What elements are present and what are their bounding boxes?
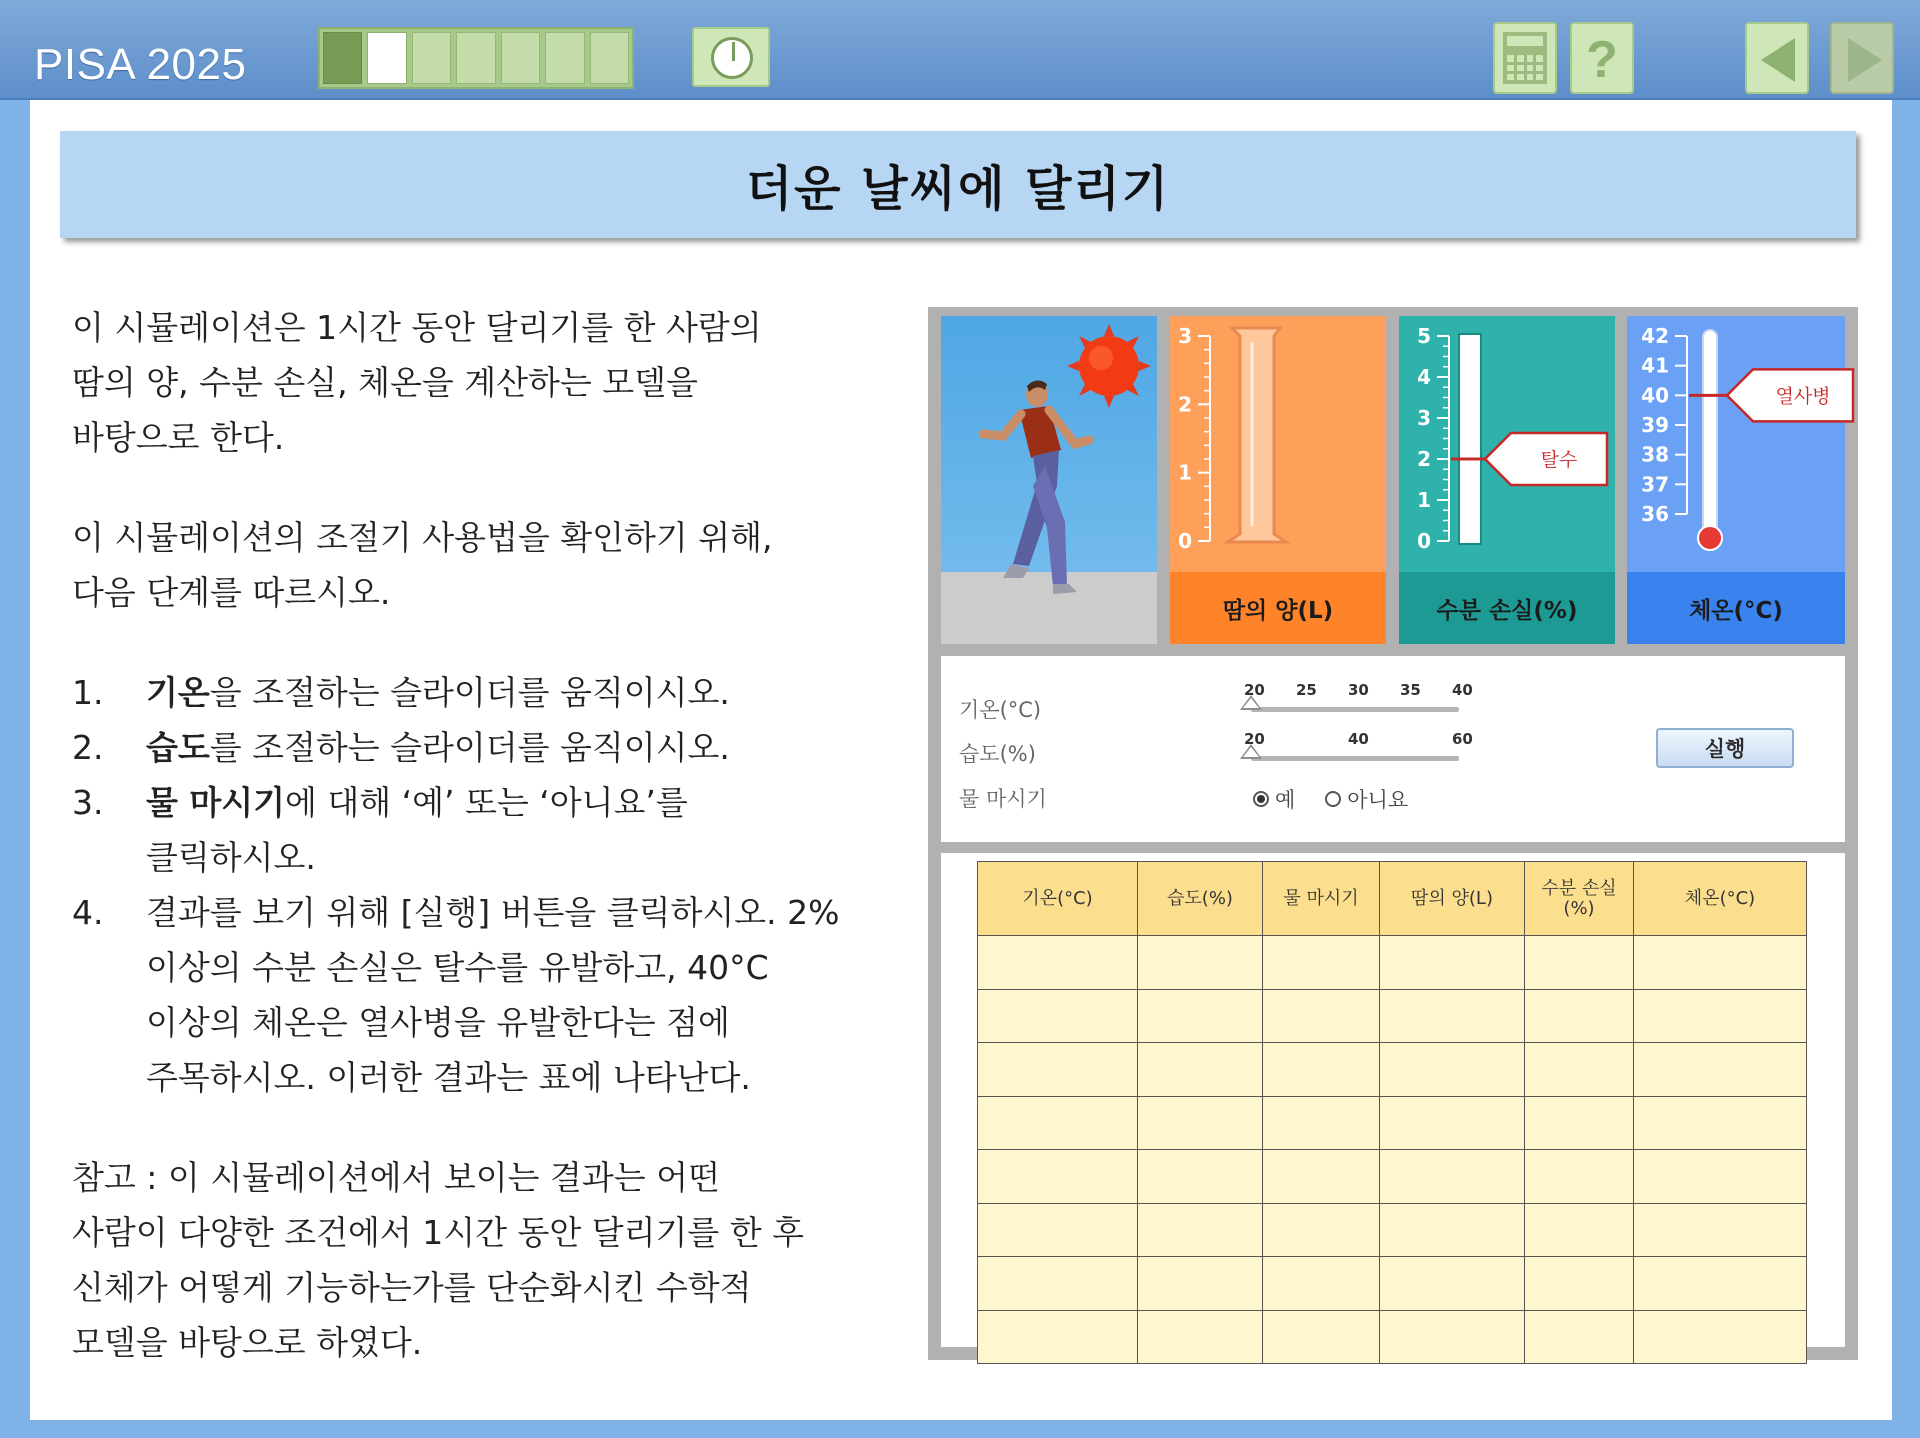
- step-text: 결과를 보기 위해 [실행] 버튼을 클릭하시오. 2%: [146, 893, 840, 932]
- temperature-slider-thumb[interactable]: [1240, 695, 1262, 710]
- sun-icon: [1067, 324, 1151, 408]
- progress-box: [590, 32, 629, 84]
- thermometer-gauge: [1627, 316, 1857, 576]
- intro-line: 이 시뮬레이션은 1시간 동안 달리기를 한 사람의: [72, 308, 762, 347]
- results-table-container: [941, 853, 1845, 1347]
- scale-tick-label: 0: [1178, 529, 1192, 553]
- humidity-label: 습도(%): [959, 742, 1036, 766]
- progress-indicator: [318, 27, 634, 89]
- controls-panel: [941, 656, 1845, 842]
- table-header-cell: 물 마시기: [1263, 862, 1380, 936]
- note-paragraph: [72, 1150, 892, 1370]
- calculator-icon: [1503, 32, 1547, 84]
- progress-box: [456, 32, 495, 84]
- table-cell: [1525, 1310, 1634, 1364]
- table-cell: [1263, 989, 1380, 1043]
- table-cell: [1634, 989, 1807, 1043]
- table-cell: [1138, 936, 1263, 990]
- page-title: 더운 날씨에 달리기: [745, 161, 1171, 217]
- table-header-cell: 체온(°C): [1634, 862, 1807, 936]
- check-line: 다음 단계를 따르시오.: [72, 573, 391, 612]
- callout-label: 탈수: [1540, 449, 1578, 471]
- scale-tick-label: 36: [1641, 502, 1669, 526]
- check-line: 이 시뮬레이션의 조절기 사용법을 확인하기 위해,: [72, 518, 773, 557]
- table-cell: [1525, 936, 1634, 990]
- water-loss-gauge: [1399, 316, 1615, 644]
- table-cell: [1263, 1150, 1380, 1204]
- progress-box: [501, 32, 540, 84]
- thermometer-icon: [1698, 330, 1722, 550]
- water-loss-bar: [1459, 334, 1481, 544]
- run-button[interactable]: 실행: [1656, 728, 1794, 768]
- step-number: 3.: [72, 783, 104, 822]
- instructions-text: [72, 300, 892, 1370]
- forward-arrow-icon: [1848, 38, 1882, 82]
- table-header-cell: 기온(°C): [978, 862, 1138, 936]
- help-button[interactable]: [1570, 22, 1634, 94]
- note-line: 사람이 다양한 조건에서 1시간 동안 달리기를 한 후: [72, 1213, 804, 1252]
- step-keyword: 기온: [146, 673, 210, 712]
- scale-tick-label: 37: [1641, 472, 1669, 497]
- slider-tick-label: 40: [1452, 681, 1473, 699]
- table-cell: [1138, 1310, 1263, 1364]
- humidity-slider-thumb[interactable]: [1240, 744, 1262, 759]
- table-cell: [978, 1310, 1138, 1364]
- table-cell: [1138, 1203, 1263, 1257]
- drink-yes-radio[interactable]: [1253, 784, 1295, 814]
- scale-tick-label: 1: [1178, 460, 1192, 485]
- slider-tick-label: 20: [1244, 681, 1265, 699]
- step-number: 4.: [72, 893, 104, 932]
- body-temperature-gauge: [1627, 316, 1845, 644]
- step-2: [72, 720, 892, 775]
- back-arrow-icon: [1761, 38, 1795, 82]
- step-text: 을 조절하는 슬라이더를 움직이시오.: [209, 673, 730, 712]
- scale-tick-label: 2: [1178, 392, 1192, 417]
- scale-tick-label: 38: [1641, 442, 1669, 467]
- table-cell: [1525, 1096, 1634, 1150]
- table-cell: [1525, 1150, 1634, 1204]
- water-loss-bar-gauge: [1399, 316, 1615, 576]
- table-cell: [1525, 1257, 1634, 1311]
- table-header-row: [978, 862, 1807, 936]
- table-cell: [1525, 1043, 1634, 1097]
- table-cell: [1634, 1203, 1807, 1257]
- table-cell: [1634, 1096, 1807, 1150]
- scale-tick-label: 0: [1417, 529, 1431, 553]
- table-cell: [978, 989, 1138, 1043]
- step-text: 주목하시오. 이러한 결과는 표에 나타난다.: [146, 1058, 751, 1097]
- runner-scene: [941, 316, 1157, 644]
- table-body: [978, 936, 1807, 1364]
- note-line: 신체가 어떻게 기능하는가를 단순화시킨 수학적: [72, 1268, 752, 1307]
- table-cell: [1634, 1150, 1807, 1204]
- scale-tick-label: 39: [1641, 413, 1669, 437]
- progress-box: [323, 32, 362, 84]
- table-cell: [1380, 1043, 1525, 1097]
- table-cell: [1263, 1257, 1380, 1311]
- slider-tick-label: 60: [1452, 730, 1473, 748]
- humidity-slider[interactable]: [1251, 756, 1459, 761]
- slider-tick-label: 35: [1400, 681, 1421, 699]
- table-cell: [978, 1203, 1138, 1257]
- temperature-label: 기온(°C): [959, 698, 1042, 722]
- radio-label: 아니요: [1347, 788, 1409, 812]
- step-keyword: 습도: [146, 728, 210, 767]
- table-header-cell: 습도(%): [1138, 862, 1263, 936]
- table-cell: [1525, 1203, 1634, 1257]
- previous-button[interactable]: [1745, 22, 1809, 94]
- radio-unchecked-icon: [1325, 791, 1341, 807]
- water-loss-scale: [1417, 324, 1449, 553]
- table-cell: [1263, 1310, 1380, 1364]
- table-cell: [978, 1043, 1138, 1097]
- frame-border-bottom: [0, 1420, 1920, 1438]
- frame-border-right: [1892, 100, 1920, 1438]
- slider-tick-label: 25: [1296, 681, 1317, 699]
- progress-box: [412, 32, 451, 84]
- table-cell: [1263, 1096, 1380, 1150]
- table-row: [978, 936, 1807, 990]
- table-cell: [978, 1150, 1138, 1204]
- table-cell: [1263, 1043, 1380, 1097]
- table-cell: [1138, 1257, 1263, 1311]
- progress-box: [367, 32, 406, 84]
- body-temperature-caption: 체온(°C): [1627, 572, 1845, 644]
- scale-tick-label: 42: [1641, 324, 1669, 348]
- step-number: 2.: [72, 728, 104, 767]
- step-text: 에 대해 ‘예’ 또는 ‘아니요’를: [285, 783, 688, 822]
- note-line: 참고 : 이 시뮬레이션에서 보이는 결과는 어떤: [72, 1158, 720, 1197]
- runner-icon: [983, 380, 1089, 594]
- steps-list: [72, 665, 892, 1105]
- table-cell: [1263, 936, 1380, 990]
- step-text: 를 조절하는 슬라이더를 움직이시오.: [209, 728, 730, 767]
- sweat-caption: 땀의 양(L): [1170, 572, 1386, 644]
- results-table: [977, 861, 1807, 1364]
- scale-tick-label: 40: [1641, 383, 1669, 408]
- help-icon: ?: [1586, 31, 1618, 89]
- table-row: [978, 1257, 1807, 1311]
- step-1: [72, 665, 892, 720]
- scale-tick-label: 5: [1417, 324, 1431, 348]
- slider-tick-label: 30: [1348, 681, 1369, 699]
- table-cell: [1380, 1257, 1525, 1311]
- table-header-cell: 땀의 양(L): [1380, 862, 1525, 936]
- frame-border-left: [0, 100, 30, 1438]
- sweat-gauge: [1170, 316, 1386, 644]
- step-keyword: 물 마시기: [146, 783, 286, 822]
- scale-tick-label: 3: [1417, 406, 1431, 430]
- slider-tick-label: 20: [1244, 730, 1265, 748]
- timer-button[interactable]: [692, 27, 770, 87]
- slider-tick-label: 40: [1348, 730, 1369, 748]
- note-line: 모델을 바탕으로 하였다.: [72, 1323, 423, 1362]
- table-cell: [1634, 1257, 1807, 1311]
- drink-radio-group: [1253, 784, 1408, 814]
- table-cell: [1263, 1203, 1380, 1257]
- scale-tick-label: 4: [1417, 365, 1431, 389]
- table-row: [978, 1043, 1807, 1097]
- radio-label: 예: [1275, 788, 1296, 812]
- simulation-panel: [928, 307, 1858, 1360]
- table-row: [978, 1096, 1807, 1150]
- table-cell: [1138, 989, 1263, 1043]
- table-cell: [978, 936, 1138, 990]
- drink-no-radio[interactable]: [1325, 784, 1408, 814]
- table-cell: [1380, 989, 1525, 1043]
- step-3: [72, 775, 892, 885]
- intro-line: 바탕으로 한다.: [72, 418, 285, 457]
- timer-icon: [711, 37, 753, 79]
- table-cell: [1380, 1203, 1525, 1257]
- table-cell: [1634, 1043, 1807, 1097]
- temperature-slider[interactable]: [1251, 707, 1459, 712]
- table-cell: [1634, 1310, 1807, 1364]
- table-row: [978, 1203, 1807, 1257]
- step-text: 이상의 체온은 열사병을 유발한다는 점에: [146, 1003, 730, 1042]
- table-cell: [978, 1257, 1138, 1311]
- title-banner: [60, 131, 1856, 238]
- table-cell: [1138, 1043, 1263, 1097]
- progress-box: [545, 32, 584, 84]
- app-title: PISA 2025: [34, 40, 247, 89]
- table-cell: [978, 1096, 1138, 1150]
- table-row: [978, 1150, 1807, 1204]
- table-row: [978, 989, 1807, 1043]
- intro-paragraph: [72, 300, 892, 465]
- step-4: [72, 885, 892, 1105]
- sweat-cylinder-gauge: [1170, 316, 1386, 576]
- graduated-cylinder-icon: [1228, 328, 1286, 542]
- calculator-button[interactable]: [1493, 22, 1557, 94]
- scale-tick-label: 2: [1417, 447, 1431, 471]
- table-cell: [1138, 1150, 1263, 1204]
- table-cell: [1634, 936, 1807, 990]
- table-cell: [1380, 1096, 1525, 1150]
- callout-label: 열사병: [1775, 385, 1831, 408]
- runner-scene-art: [941, 316, 1157, 644]
- table-cell: [1525, 989, 1634, 1043]
- step-text: 이상의 수분 손실은 탈수를 유발하고, 40°C: [146, 948, 769, 987]
- table-cell: [1138, 1096, 1263, 1150]
- radio-checked-icon: [1253, 791, 1269, 807]
- table-cell: [1380, 936, 1525, 990]
- scale-tick-label: 41: [1641, 353, 1669, 378]
- next-button[interactable]: [1830, 22, 1894, 94]
- scale-tick-label: 3: [1178, 324, 1192, 348]
- table-row: [978, 1310, 1807, 1364]
- table-header-cell: 수분 손실 (%): [1525, 862, 1634, 936]
- table-cell: [1380, 1150, 1525, 1204]
- step-text: 클릭하시오.: [146, 838, 316, 877]
- step-number: 1.: [72, 673, 104, 712]
- top-bar: [0, 0, 1920, 100]
- temperature-scale: [1641, 324, 1687, 526]
- water-loss-caption: 수분 손실(%): [1399, 572, 1615, 644]
- intro-line: 땀의 양, 수분 손실, 체온을 계산하는 모델을: [72, 363, 698, 402]
- table-cell: [1380, 1310, 1525, 1364]
- check-paragraph: [72, 510, 892, 620]
- sweat-scale: [1178, 324, 1210, 553]
- scale-tick-label: 1: [1417, 488, 1431, 512]
- drink-label: 물 마시기: [959, 787, 1047, 811]
